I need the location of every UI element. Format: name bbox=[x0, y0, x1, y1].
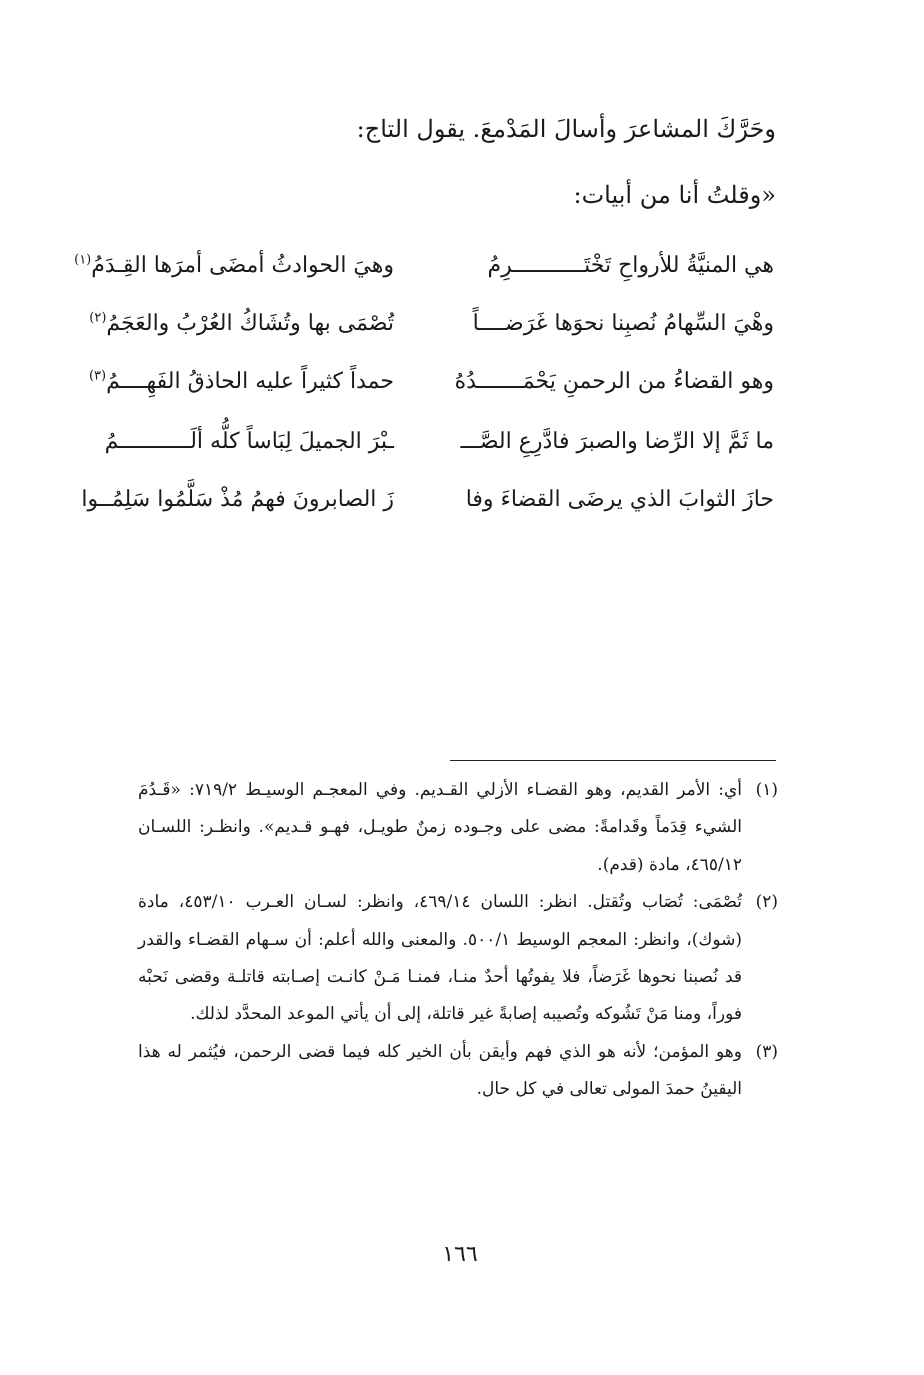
footnote-divider bbox=[450, 760, 776, 761]
verse-second-text: تُصْمَى بها وتُشَاكُ العُرْبُ والعَجَمُ bbox=[106, 311, 394, 336]
verse-second-text: زَ الصابرونَ فهمُ مُذْ سَلَّمُوا سَلِمُــوا bbox=[81, 487, 394, 512]
verse-line bbox=[0, 354, 924, 410]
footnote-number: (١) bbox=[755, 780, 778, 800]
footnote-text: وهو المؤمن؛ لأنه هو الذي فهم وأيقن بأن الخير كله فيما قضى الرحمن، فيُثمر له هذا اليقينُ حمدَ المولى تعالى في كل حال. bbox=[138, 1041, 742, 1100]
verse-second-text: وهيَ الحوادثُ أمضَى أمرَها القِـدَمُ bbox=[91, 253, 394, 278]
verse-line bbox=[0, 472, 924, 528]
footnote-marker: (٢) bbox=[89, 310, 107, 326]
verse-second-text: ـبْرَ الجميلَ لِبَاساً كلُّه ألَـــــــــــمُ bbox=[104, 429, 394, 454]
footnotes bbox=[138, 772, 778, 1109]
intro-quote-line: «وقلتُ أنا من أبيات: bbox=[573, 181, 776, 209]
verse-second-hemistich bbox=[74, 238, 394, 294]
footnote-text: أي: الأمر القديم، وهو القضـاء الأزلي القـديم. وفي المعجـم الوسيـط ٧١٩/٢: «قَـدُمَ الشيء قِدَماً وقَدامةً: مضى على وجـوده زمنٌ طويـل، فهـو قـديم». وانظـر: اللسـان ٤٦٥/١٢، مادة (قدم). bbox=[138, 780, 742, 875]
footnote-marker: (١) bbox=[74, 252, 92, 268]
verse-first-hemistich: ما ثَمَّ إلا الرِّضا والصبرَ فادَّرِعِ الصَّـــ bbox=[460, 429, 774, 454]
footnote bbox=[138, 1034, 778, 1109]
verse-line bbox=[0, 414, 924, 470]
page-number: ١٦٦ bbox=[442, 1242, 478, 1267]
verse-first-hemistich: وهو القضاءُ من الرحمنِ يَحْمَـــــــدُهُ bbox=[454, 369, 774, 394]
footnote-number: (٣) bbox=[755, 1041, 778, 1062]
intro-line: وحَرَّكَ المشاعرَ وأسالَ المَدْمعَ. يقول التاج: bbox=[356, 115, 776, 143]
verse-second-hemistich bbox=[94, 414, 394, 470]
footnote bbox=[138, 772, 778, 884]
verse-second-text: حمداً كثيراً عليه الحاذقُ الفَهِــــمُ bbox=[106, 369, 394, 394]
verse-line bbox=[0, 296, 924, 352]
footnote-number: (٢) bbox=[755, 892, 778, 913]
footnote-text: تُصْمَى: تُصَاب وتُقتل. انظر: اللسان ٤٦٩/١٤، وانظر: لسـان العـرب ٤٥٣/١٠، مادة (شوك)، وانظر: المعجم الوسيط ٥٠٠/١. والمعنى والله أعلم: أن سـهام القضـاء والقدر قد نُصبنا نحوها غَرَضاً، فلا يفوتُها أحدٌ منـا، فمنـا مَـنْ كانـت إصـابته قاتلـة وقضى نَحبْه فوراً، ومنا مَنْ تَشُوكه وتُصيبه إصابةً غير قاتلة، إلى أن يأتي الموعد المحدَّد لذلك. bbox=[138, 892, 742, 1025]
verse-first-hemistich: حازَ الثوابَ الذي يرضَى القضاءَ وفا bbox=[465, 487, 774, 512]
footnote bbox=[138, 884, 778, 1034]
verse-first-hemistich: وهْيَ السِّهامُ نُصبِنا نحوَها غَرَضــــاً bbox=[472, 311, 774, 336]
verse-second-hemistich bbox=[89, 296, 394, 352]
verse-second-hemistich bbox=[88, 354, 394, 410]
verse-second-hemistich bbox=[81, 472, 394, 528]
footnote-marker: (٣) bbox=[88, 368, 107, 384]
verse-first-hemistich: هي المنيَّةُ للأرواحِ تَخْتَـــــــــــرِمُ bbox=[487, 253, 774, 278]
verse-line bbox=[0, 238, 924, 294]
